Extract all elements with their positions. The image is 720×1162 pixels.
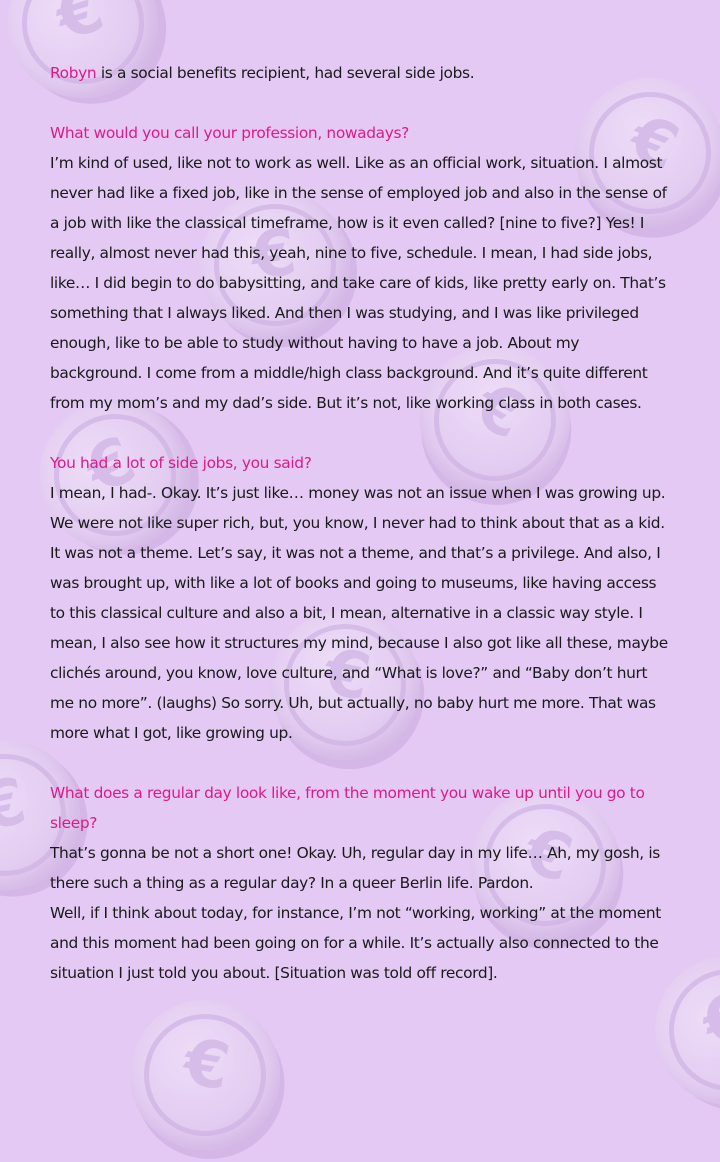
spacer bbox=[50, 748, 672, 778]
question-2: You had a lot of side jobs, you said? bbox=[50, 454, 312, 472]
spacer bbox=[50, 418, 672, 448]
interview-text bbox=[50, 58, 672, 988]
question-1: What would you call your profession, nowadays? bbox=[50, 124, 409, 142]
intro-paragraph bbox=[50, 58, 672, 88]
answer-3: That’s gonna be not a short one! Okay. Uh, regular day in my life… Ah, my gosh, is there such a thing as a regular day? In a queer Berlin life. Pardon. bbox=[50, 844, 660, 892]
intro-text: is a social benefits recipient, had several side jobs. bbox=[96, 64, 475, 82]
interviewee-name: Robyn bbox=[50, 64, 97, 82]
answer-3-continued: Well, if I think about today, for instance, I’m not “working, working” at the moment and this moment had been going on for a while. It’s actually also connected to the situation I just told you about. [Situation was told off record]. bbox=[50, 904, 661, 982]
spacer bbox=[50, 88, 672, 118]
answer-1: I’m kind of used, like not to work as well. Like as an official work, situation. I almost never had like a fixed job, like in the sense of employed job and also in the sense of a job with like the classical timeframe, how is it even called? [nine to five?] Yes! I really, almost never had this, yeah, nine to five, schedule. I mean, I had side jobs, like… I did begin to do babysitting, and take care of kids, like pretty early on. That’s something that I always liked. And then I was studying, and I was like privileged enough, like to be able to study without having to have a job. About my background. I come from a middle/high class background. And it’s quite different from my mom’s and my dad’s side. But it’s not, like working class in both cases. bbox=[50, 154, 667, 412]
answer-2: I mean, I had-. Okay. It’s just like… money was not an issue when I was growing up. We were not like super rich, but, you know, I never had to think about that as a kid. It was not a theme. Let’s say, it was not a theme, and that’s a privilege. And also, I was brought up, with like a lot of books and going to museums, like having access to this classical culture and also a bit, I mean, alternative in a classic way style. I mean, I also see how it structures my mind, because I also got like all these, maybe clichés around, you know, love culture, and “What is love?” and “Baby don’t hurt me no more”. (laughs) So sorry. Uh, but actually, no baby hurt me more. That was more what I got, like growing up. bbox=[50, 484, 668, 742]
question-3: What does a regular day look like, from the moment you wake up until you go to sleep? bbox=[50, 784, 645, 832]
euro-coin-icon bbox=[118, 988, 292, 1162]
